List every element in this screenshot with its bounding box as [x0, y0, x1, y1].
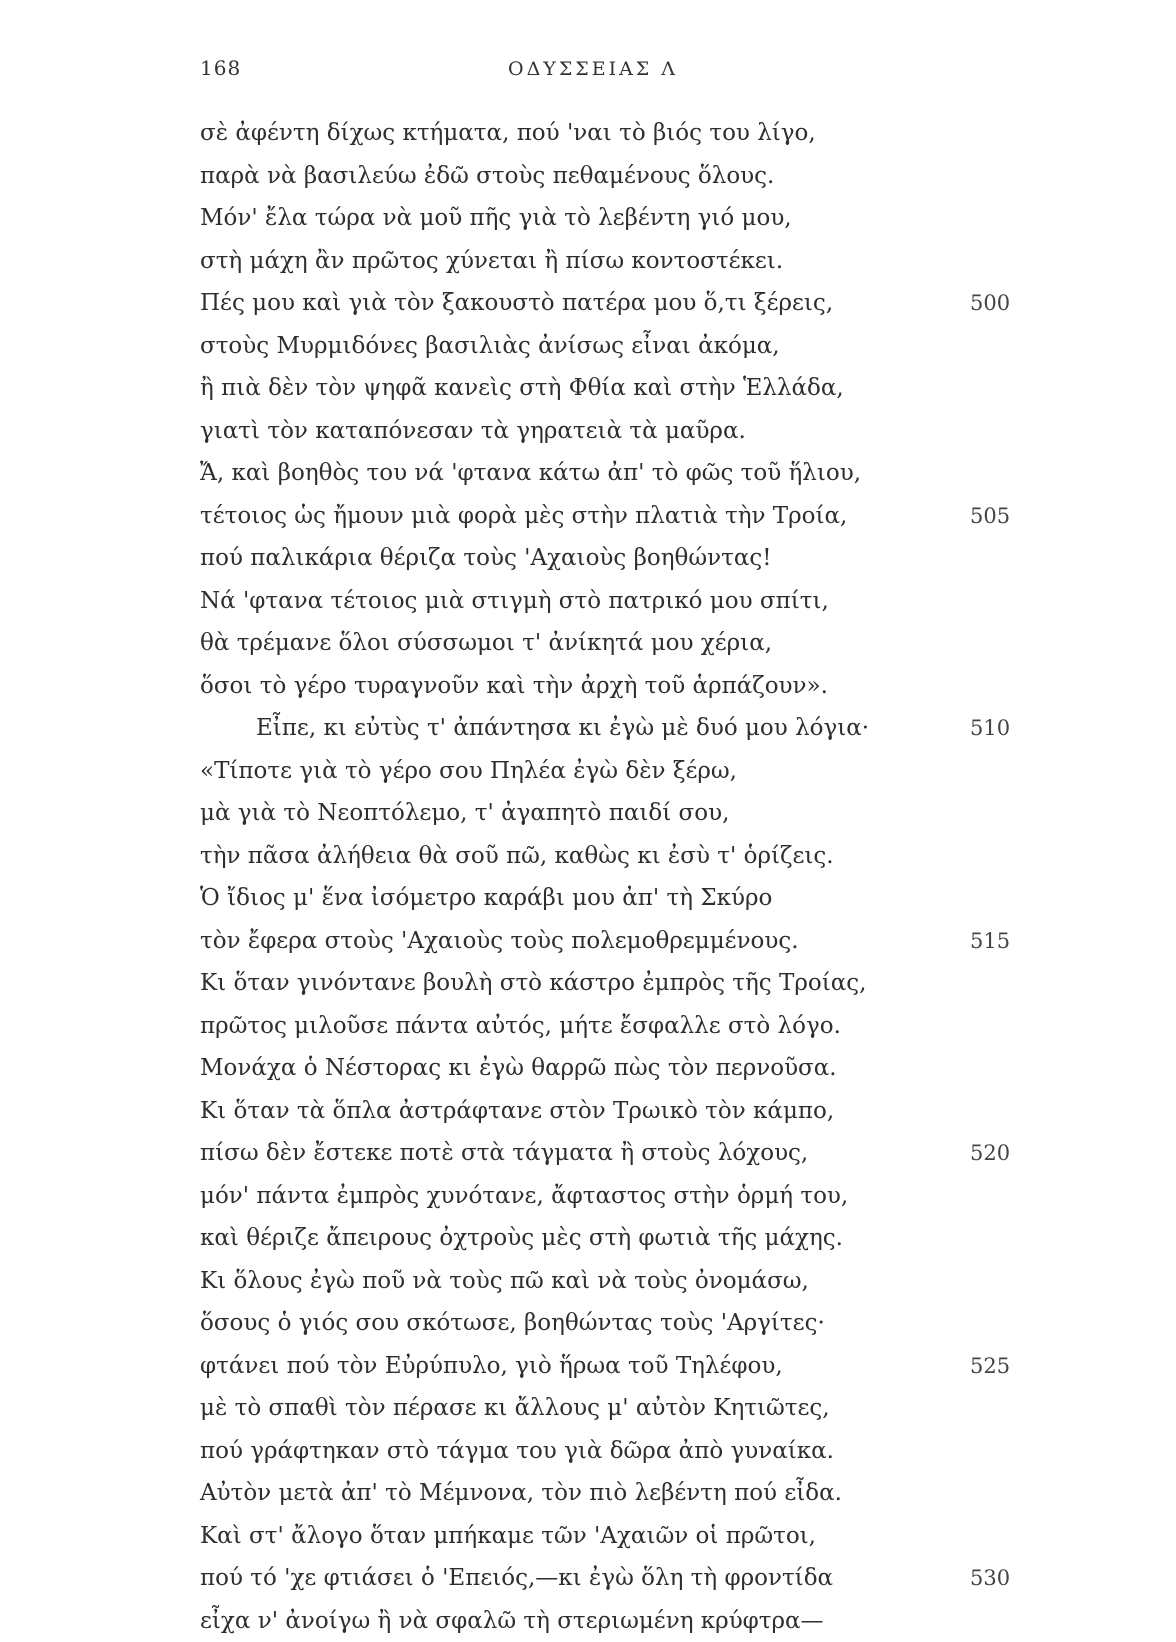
- line-number: 525: [970, 1345, 1010, 1388]
- verse-line: [0, 240, 1176, 283]
- verse-text: μὲ τὸ σπαθὶ τὸν πέρασε κι ἄλλους μ' αὐτὸν Κητιῶτες,: [200, 1387, 830, 1430]
- verse-line: [0, 1260, 1176, 1303]
- verse-text: μὰ γιὰ τὸ Νεοπτόλεμο, τ' ἀγαπητὸ παιδί σου,: [200, 792, 729, 835]
- verse-text: Νά 'φτανα τέτοιος μιὰ στιγμὴ στὸ πατρικό μου σπίτι,: [200, 580, 829, 623]
- page-number: 168: [200, 56, 241, 80]
- verse-line: [0, 707, 1176, 750]
- verse-text: Αὐτὸν μετὰ ἀπ' τὸ Μέμνονα, τὸν πιὸ λεβέντη πού εἶδα.: [200, 1472, 842, 1515]
- line-number: 505: [970, 495, 1010, 538]
- verse-line: [0, 495, 1176, 538]
- verse-text: Καὶ στ' ἄλογο ὅταν μπήκαμε τῶν 'Αχαιῶν οἱ πρῶτοι,: [200, 1515, 816, 1558]
- verse-text: τὴν πᾶσα ἀλήθεια θὰ σοῦ πῶ, καθὼς κι ἐσὺ τ' ὁρίζεις.: [200, 835, 834, 878]
- line-number: 520: [970, 1132, 1010, 1175]
- verse-line: [0, 1387, 1176, 1430]
- verse-line: [0, 920, 1176, 963]
- verse-line: [0, 367, 1176, 410]
- verse-line: [0, 1600, 1176, 1642]
- verse-line: [0, 750, 1176, 793]
- verse-text: παρὰ νὰ βασιλεύω ἐδῶ στοὺς πεθαμένους ὅλους.: [200, 155, 774, 198]
- verse-text: ἢ πιὰ δὲν τὸν ψηφᾶ κανεὶς στὴ Φθία καὶ στὴν Ἑλλάδα,: [200, 367, 844, 410]
- verse-text: θὰ τρέμανε ὅλοι σύσσωμοι τ' ἀνίκητά μου χέρια,: [200, 622, 772, 665]
- verse-text: «Τίποτε γιὰ τὸ γέρο σου Πηλέα ἐγὼ δὲν ξέρω,: [200, 750, 737, 793]
- verse-line: [0, 1345, 1176, 1388]
- verse-text: φτάνει πού τὸν Εὐρύπυλο, γιὸ ἥρωα τοῦ Τηλέφου,: [200, 1345, 783, 1388]
- verse-text: πού τό 'χε φτιάσει ὁ 'Επειός,—κι ἐγὼ ὅλη τὴ φροντίδα: [200, 1557, 833, 1600]
- verse-text: Κι ὅλους ἐγὼ ποῦ νὰ τοὺς πῶ καὶ νὰ τοὺς ὀνομάσω,: [200, 1260, 809, 1303]
- line-number: 510: [970, 707, 1010, 750]
- verse-line: [0, 665, 1176, 708]
- verse-text: Ὁ ἴδιος μ' ἕνα ἰσόμετρο καράβι μου ἀπ' τὴ Σκύρο: [200, 877, 772, 920]
- verse-text: στὴ μάχη ἂν πρῶτος χύνεται ἢ πίσω κοντοστέκει.: [200, 240, 783, 283]
- verse-text: μόν' πάντα ἐμπρὸς χυνότανε, ἄφταστος στὴν ὁρμή του,: [200, 1175, 848, 1218]
- verse-text: Εἶπε, κι εὐτὺς τ' ἀπάντησα κι ἐγὼ μὲ δυό μου λόγια·: [256, 707, 869, 750]
- verse-line: [0, 580, 1176, 623]
- verse-line: [0, 835, 1176, 878]
- verse-line: [0, 1302, 1176, 1345]
- verse-line: [0, 1005, 1176, 1048]
- verse-line: [0, 1047, 1176, 1090]
- verse-text: πρῶτος μιλοῦσε πάντα αὐτός, μήτε ἔσφαλλε στὸ λόγο.: [200, 1005, 841, 1048]
- verse-line: [0, 537, 1176, 580]
- verse-text: Κι ὅταν τὰ ὅπλα ἀστράφτανε στὸν Τρωικὸ τὸν κάμπο,: [200, 1090, 834, 1133]
- verse-text: ὅσοι τὸ γέρο τυραγνοῦν καὶ τὴν ἀρχὴ τοῦ ἁρπάζουν».: [200, 665, 828, 708]
- verse-line: [0, 877, 1176, 920]
- poem-text: [0, 112, 1176, 1642]
- running-head: [0, 56, 1176, 88]
- verse-line: [0, 1175, 1176, 1218]
- verse-line: [0, 410, 1176, 453]
- verse-text: καὶ θέριζε ἄπειρους ὀχτροὺς μὲς στὴ φωτιὰ τῆς μάχης.: [200, 1217, 843, 1260]
- line-number: 500: [970, 282, 1010, 325]
- verse-line: [0, 1430, 1176, 1473]
- verse-line: [0, 1515, 1176, 1558]
- verse-text: στοὺς Μυρμιδόνες βασιλιὰς ἀνίσως εἶναι ἀκόμα,: [200, 325, 780, 368]
- verse-line: [0, 792, 1176, 835]
- verse-line: [0, 325, 1176, 368]
- verse-line: [0, 282, 1176, 325]
- verse-text: εἶχα ν' ἀνοίγω ἢ νὰ σφαλῶ τὴ στεριωμένη κρύφτρα—: [200, 1600, 824, 1642]
- book-title: ΟΔΥΣΣΕΙΑΣ Λ: [508, 58, 678, 80]
- verse-text: πού παλικάρια θέριζα τοὺς 'Αχαιοὺς βοηθώντας!: [200, 537, 771, 580]
- verse-line: [0, 1557, 1176, 1600]
- verse-line: [0, 112, 1176, 155]
- verse-line: [0, 155, 1176, 198]
- verse-text: πίσω δὲν ἔστεκε ποτὲ στὰ τάγματα ἢ στοὺς λόχους,: [200, 1132, 808, 1175]
- verse-line: [0, 1472, 1176, 1515]
- verse-text: Πές μου καὶ γιὰ τὸν ξακουστὸ πατέρα μου ὅ,τι ξέρεις,: [200, 282, 833, 325]
- verse-text: Ἄ, καὶ βοηθὸς του νά 'φτανα κάτω ἀπ' τὸ φῶς τοῦ ἥλιου,: [200, 452, 861, 495]
- verse-text: πού γράφτηκαν στὸ τάγμα του γιὰ δῶρα ἀπὸ γυναίκα.: [200, 1430, 834, 1473]
- verse-text: Μόν' ἔλα τώρα νὰ μοῦ πῆς γιὰ τὸ λεβέντη γιό μου,: [200, 197, 792, 240]
- verse-line: [0, 1090, 1176, 1133]
- verse-text: ὅσους ὁ γιός σου σκότωσε, βοηθώντας τοὺς 'Αργίτες·: [200, 1302, 825, 1345]
- verse-text: γιατὶ τὸν καταπόνεσαν τὰ γηρατειὰ τὰ μαῦρα.: [200, 410, 746, 453]
- verse-line: [0, 1217, 1176, 1260]
- line-number: 515: [970, 920, 1010, 963]
- verse-text: τέτοιος ὡς ἤμουν μιὰ φορὰ μὲς στὴν πλατιὰ τὴν Τροία,: [200, 495, 847, 538]
- verse-text: τὸν ἔφερα στοὺς 'Αχαιοὺς τοὺς πολεμοθρεμμένους.: [200, 920, 799, 963]
- verse-line: [0, 962, 1176, 1005]
- verse-text: Κι ὅταν γινόντανε βουλὴ στὸ κάστρο ἐμπρὸς τῆς Τροίας,: [200, 962, 866, 1005]
- verse-line: [0, 197, 1176, 240]
- verse-line: [0, 1132, 1176, 1175]
- verse-text: σὲ ἀφέντη δίχως κτήματα, πού 'ναι τὸ βιός του λίγο,: [200, 112, 816, 155]
- line-number: 530: [970, 1557, 1010, 1600]
- verse-line: [0, 622, 1176, 665]
- verse-text: Μονάχα ὁ Νέστορας κι ἐγὼ θαρρῶ πὼς τὸν περνοῦσα.: [200, 1047, 837, 1090]
- verse-line: [0, 452, 1176, 495]
